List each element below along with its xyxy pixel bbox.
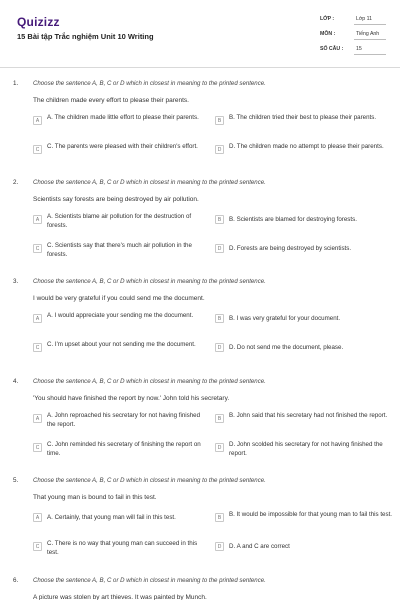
question-stem: That young man is bound to fail in this test.	[33, 494, 157, 501]
option-text: A. Certainly, that young man will fail in this test.	[47, 514, 176, 521]
option-letter-box[interactable]: B	[215, 314, 224, 323]
option-letter-box[interactable]: B	[215, 414, 224, 423]
option-letter-box[interactable]: C	[33, 145, 42, 154]
meta-label: SỐ CÂU :	[320, 46, 344, 52]
question-3	[0, 278, 400, 374]
option-letter-box[interactable]: C	[33, 244, 42, 253]
option-letter-box[interactable]: D	[215, 145, 224, 154]
worksheet-header	[0, 0, 400, 68]
question-number: 5.	[13, 477, 19, 484]
meta-value: Tiếng Anh	[356, 31, 380, 37]
option-letter-box[interactable]: C	[33, 542, 42, 551]
option-text: C. The parents were pleased with their children's effort.	[47, 143, 198, 150]
option-text: C. John reminded his secretary of finishing the report on time.	[47, 441, 201, 457]
option-text: A. John reproached his secretary for not having finished the report.	[47, 412, 201, 428]
question-5	[0, 477, 400, 573]
header-divider	[0, 67, 400, 68]
option-letter-box[interactable]: D	[215, 443, 224, 452]
option-text: C. I'm upset about your not sending me the document.	[47, 341, 196, 348]
option-letter-box[interactable]: A	[33, 513, 42, 522]
question-instruction: Choose the sentence A, B, C or D which in closest in meaning to the printed sentence.	[33, 378, 266, 385]
meta-subject	[320, 31, 386, 43]
option-text: B. Scientists are blamed for destroying forests.	[229, 216, 357, 223]
question-stem: The children made every effort to please their parents.	[33, 97, 189, 104]
option-letter-box[interactable]: D	[215, 542, 224, 551]
option-text: A. I would appreciate your sending me the document.	[47, 312, 194, 319]
option-letter-box[interactable]: C	[33, 443, 42, 452]
question-1	[0, 80, 400, 176]
question-number: 1.	[13, 80, 19, 87]
meta-value: Lớp 11	[356, 16, 372, 22]
question-instruction: Choose the sentence A, B, C or D which in closest in meaning to the printed sentence.	[33, 577, 266, 584]
option-text: D. John scolded his secretary for not having finished the report.	[229, 441, 383, 457]
worksheet-title: 15 Bài tập Trắc nghiệm Unit 10 Writing	[17, 32, 154, 41]
question-4	[0, 378, 400, 474]
option-letter-box[interactable]: A	[33, 215, 42, 224]
option-text: A. The children made little effort to please their parents.	[47, 114, 199, 121]
option-text: D. Do not send me the document, please.	[229, 344, 344, 351]
question-stem: A picture was stolen by art thieves. It was painted by Munch.	[33, 594, 207, 600]
question-instruction: Choose the sentence A, B, C or D which in closest in meaning to the printed sentence.	[33, 179, 266, 186]
question-2	[0, 179, 400, 275]
option-text: D. Forests are being destroyed by scientists.	[229, 245, 352, 252]
option-text: D. The children made no attempt to please their parents.	[229, 143, 384, 150]
quizizz-logo: Quizizz	[17, 15, 60, 29]
option-text: A. Scientists blame air pollution for the destruction of forests.	[47, 213, 192, 229]
meta-underline	[354, 24, 386, 25]
question-number: 2.	[13, 179, 19, 186]
option-letter-box[interactable]: D	[215, 244, 224, 253]
question-stem: Scientists say forests are being destroyed by air pollution.	[33, 196, 199, 203]
option-letter-box[interactable]: B	[215, 116, 224, 125]
meta-label: MÔN :	[320, 31, 336, 37]
meta-underline	[354, 39, 386, 40]
option-letter-box[interactable]: D	[215, 343, 224, 352]
meta-value: 15	[356, 46, 362, 52]
meta-label: LỚP :	[320, 16, 335, 22]
question-number: 6.	[13, 577, 19, 584]
option-text: C. There is no way that young man can succeed in this test.	[47, 540, 198, 556]
option-text: B. The children tried their best to please their parents.	[229, 114, 377, 121]
option-letter-box[interactable]: B	[215, 215, 224, 224]
question-number: 4.	[13, 378, 19, 385]
question-instruction: Choose the sentence A, B, C or D which in closest in meaning to the printed sentence.	[33, 477, 266, 484]
option-text: B. John said that his secretary had not finished the report.	[229, 412, 388, 419]
question-instruction: Choose the sentence A, B, C or D which in closest in meaning to the printed sentence.	[33, 278, 266, 285]
meta-grade	[320, 16, 386, 28]
option-text: B. It would be impossible for that young man to fail this test.	[229, 511, 393, 518]
option-text: D. A and C are correct	[229, 543, 290, 550]
option-text: B. I was very grateful for your document.	[229, 315, 341, 322]
question-stem: I would be very grateful if you could send me the document.	[33, 295, 205, 302]
option-text: C. Scientists say that there's much air pollution in the forests.	[47, 242, 192, 258]
option-letter-box[interactable]: C	[33, 343, 42, 352]
option-letter-box[interactable]: A	[33, 314, 42, 323]
meta-underline	[354, 54, 386, 55]
meta-question-count	[320, 46, 386, 58]
question-6	[0, 577, 400, 600]
option-letter-box[interactable]: A	[33, 116, 42, 125]
question-number: 3.	[13, 278, 19, 285]
option-letter-box[interactable]: A	[33, 414, 42, 423]
question-stem: 'You should have finished the report by now.' John told his secretary.	[33, 395, 230, 402]
question-instruction: Choose the sentence A, B, C or D which in closest in meaning to the printed sentence.	[33, 80, 266, 87]
option-letter-box[interactable]: B	[215, 513, 224, 522]
